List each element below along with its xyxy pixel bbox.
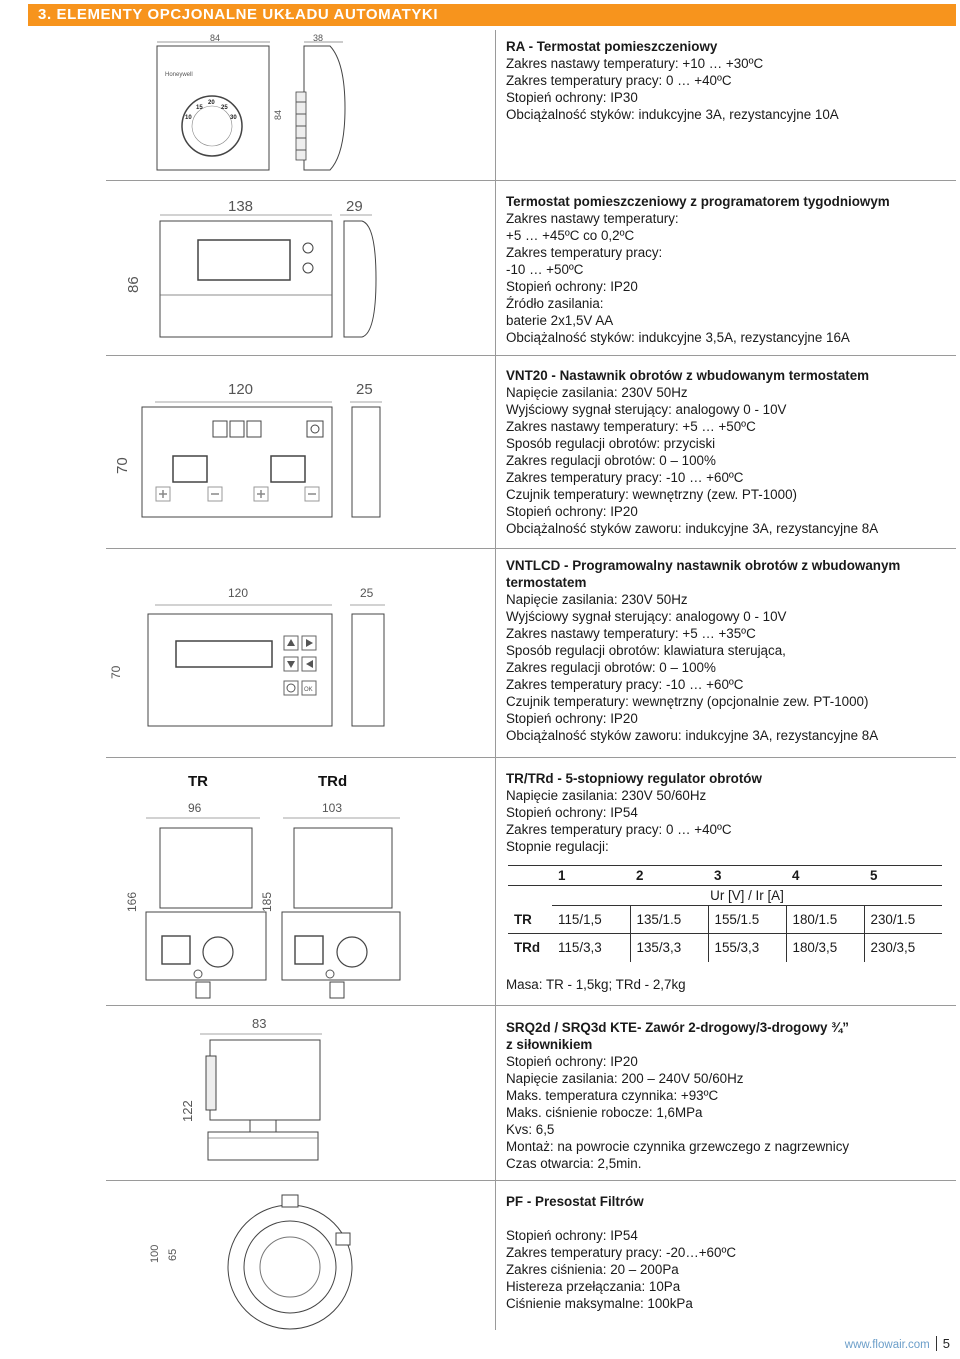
table-cell: 180/3,5 <box>786 934 864 962</box>
spec-ra <box>506 38 951 123</box>
spec-line: Zakres nastawy temperatury: <box>506 211 679 226</box>
spec-line: Stopień ochrony: IP20 <box>506 711 638 726</box>
pf-outer-dim: 100 <box>149 1244 161 1263</box>
spec-line: Czas otwarcia: 2,5min. <box>506 1156 642 1171</box>
spec-line: Zakres nastawy temperatury: +5 … +50ºC <box>506 419 756 434</box>
page-footer <box>845 1336 950 1351</box>
stage-table-header <box>508 866 942 886</box>
stage-header-cell: 1 <box>552 866 630 886</box>
ra-dial-label: 10 <box>185 115 192 121</box>
spec-line: Sposób regulacji obrotów: przyciski <box>506 436 716 451</box>
table-row-label: TRd <box>514 940 541 956</box>
spec-line: Stopień ochrony: IP20 <box>506 504 638 519</box>
spec-line: Napięcie zasilania: 200 – 240V 50/60Hz <box>506 1071 744 1086</box>
stage-table-unit: Ur [V] / Ir [A] <box>552 886 942 906</box>
spec-line: Zakres temperatury pracy: 0 … +40ºC <box>506 73 732 88</box>
spec-line: Stopień ochrony: IP54 <box>506 1228 638 1243</box>
spec-pf <box>506 1193 951 1312</box>
trd-height-dim: 185 <box>260 891 274 912</box>
srq-width-dim: 83 <box>252 1016 267 1031</box>
spec-srq-title: SRQ2d / SRQ3d KTE- Zawór 2-drogowy/3-drogowy ¾” <box>506 1020 849 1035</box>
spec-line: Zakres temperatury pracy: -10 … +60ºC <box>506 677 744 692</box>
row-divider <box>106 548 956 549</box>
spec-vnt20 <box>506 367 951 537</box>
stage-table-corner <box>508 886 552 906</box>
stage-table <box>508 865 942 962</box>
spec-srq <box>506 1019 951 1172</box>
table-cell: 135/1.5 <box>630 906 708 934</box>
figure-prog-thermostat <box>100 185 490 353</box>
table-row <box>508 906 942 934</box>
spec-spacer <box>506 1210 951 1227</box>
row-divider <box>106 355 956 356</box>
footer-url[interactable]: www.flowair.com <box>844 1339 930 1351</box>
spec-line: Maks. ciśnienie robocze: 1,6MPa <box>506 1105 703 1120</box>
spec-line: Stopień ochrony: IP54 <box>506 805 638 820</box>
ra-dial-label: 15 <box>196 105 203 111</box>
ra-height-dim: 84 <box>273 109 283 120</box>
spec-line: Napięcie zasilania: 230V 50/60Hz <box>506 788 707 803</box>
stage-table-corner <box>508 866 552 886</box>
page-number: 5 <box>936 1336 950 1351</box>
tr-width-dim: 96 <box>188 801 202 815</box>
row-divider <box>106 1180 956 1181</box>
vntlcd-depth-dim: 25 <box>360 586 374 600</box>
vntlcd-ok-label: OK <box>304 687 313 693</box>
ra-dial-label: 20 <box>208 100 215 106</box>
table-cell: 180/1.5 <box>786 906 864 934</box>
srq-height-dim: 122 <box>180 1100 195 1122</box>
spec-line: Obciążalność styków: indukcyjne 3A, rezystancyjne 10A <box>506 107 839 122</box>
stage-header-cell: 3 <box>708 866 786 886</box>
spec-line: Czujnik temperatury: wewnętrzny (zew. PT-1000) <box>506 487 797 502</box>
spec-line: Obciążalność styków: indukcyjne 3,5A, rezystancyjne 16A <box>506 330 850 345</box>
spec-line: Wyjściowy sygnał sterujący: analogowy 0 - 10V <box>506 609 787 624</box>
spec-vnt20-title: VNT20 - Nastawnik obrotów z wbudowanym termostatem <box>506 368 870 383</box>
spec-line: Zakres regulacji obrotów: 0 – 100% <box>506 453 716 468</box>
vnt20-width-dim: 120 <box>228 381 254 398</box>
spec-line: Montaż: na powrocie czynnika grzewczego z nagrzewnicy <box>506 1139 850 1154</box>
spec-prog-title: Termostat pomieszczeniowy z programatorem tygodniowym <box>506 194 890 209</box>
figure-vnt20 <box>100 360 490 546</box>
ra-width-dim: 84 <box>210 33 221 43</box>
table-cell: 115/1,5 <box>552 906 630 934</box>
stage-header-cell: 5 <box>864 866 942 886</box>
spec-line: Obciążalność styków zaworu: indukcyjne 3A, rezystancyjne 8A <box>506 728 879 743</box>
table-cell: 230/3,5 <box>870 940 916 956</box>
table-cell: 155/1.5 <box>708 906 786 934</box>
trd-width-dim: 103 <box>322 801 343 815</box>
spec-line: Czujnik temperatury: wewnętrzny (opcjonalnie zew. PT-1000) <box>506 694 869 709</box>
spec-ra-title: RA - Termostat pomieszczeniowy <box>506 39 718 54</box>
prog-width-dim: 138 <box>228 198 254 215</box>
table-cell: 155/3,3 <box>708 934 786 962</box>
vnt20-height-dim: 70 <box>114 457 131 474</box>
spec-vntlcd <box>506 557 951 744</box>
spec-line: Zakres nastawy temperatury: +10 … +30ºC <box>506 56 764 71</box>
spec-line: -10 … +50ºC <box>506 262 584 277</box>
row-divider <box>106 1005 956 1006</box>
table-cell: 135/3,3 <box>630 934 708 962</box>
spec-vntlcd-title-cont: termostatem <box>506 575 587 590</box>
figure-pf-pressostat <box>100 1185 490 1335</box>
spec-srq-title-cont: z siłownikiem <box>506 1037 593 1052</box>
spec-line: Napięcie zasilania: 230V 50Hz <box>506 592 688 607</box>
spec-line: Stopień ochrony: IP30 <box>506 90 638 105</box>
spec-line: Wyjściowy sygnał sterujący: analogowy 0 - 10V <box>506 402 787 417</box>
stage-header-cell: 2 <box>630 866 708 886</box>
figure-ra-thermostat <box>100 32 490 177</box>
section-header: 3. ELEMENTY OPCJONALNE UKŁADU AUTOMATYKI <box>28 4 956 26</box>
table-cell: 115/3,3 <box>552 934 630 962</box>
spec-line: Stopnie regulacji: <box>506 839 609 854</box>
ra-dial-label: 30 <box>230 115 237 121</box>
figure-vntlcd <box>100 553 490 755</box>
spec-line: Zakres temperatury pracy: 0 … +40ºC <box>506 822 732 837</box>
spec-line: Obciążalność styków zaworu: indukcyjne 3A, rezystancyjne 8A <box>506 521 879 536</box>
stage-header-cell: 4 <box>786 866 864 886</box>
figure-srq-valve <box>100 1010 490 1178</box>
table-row <box>508 934 942 962</box>
vntlcd-width-dim: 120 <box>228 586 249 600</box>
spec-line: Ciśnienie maksymalne: 100kPa <box>506 1296 693 1311</box>
spec-tr-title: TR/TRd - 5-stopniowy regulator obrotów <box>506 771 762 786</box>
vntlcd-height-dim: 70 <box>109 665 123 679</box>
row-divider <box>106 180 956 181</box>
prog-height-dim: 86 <box>125 276 142 293</box>
column-divider <box>495 30 496 1330</box>
table-cell: 230/1.5 <box>864 906 942 934</box>
spec-line: Sposób regulacji obrotów: klawiatura sterująca, <box>506 643 786 658</box>
prog-depth-dim: 29 <box>346 198 363 215</box>
spec-line: Napięcie zasilania: 230V 50Hz <box>506 385 688 400</box>
spec-line: Kvs: 6,5 <box>506 1122 555 1137</box>
tr-label: TR <box>188 773 208 790</box>
pf-inner-dim: 65 <box>167 1248 179 1261</box>
tr-height-dim: 166 <box>125 891 139 912</box>
figure-tr-trd <box>100 762 490 1004</box>
spec-line: +5 … +45ºC co 0,2ºC <box>506 228 635 243</box>
ra-brand: Honeywell <box>165 72 193 78</box>
spec-line: Maks. temperatura czynnika: +93ºC <box>506 1088 719 1103</box>
spec-line: Stopień ochrony: IP20 <box>506 1054 638 1069</box>
spec-line: baterie 2x1,5V AA <box>506 313 614 328</box>
spec-line: Zakres temperatury pracy: -20…+60ºC <box>506 1245 737 1260</box>
ra-dial-label: 25 <box>221 105 228 111</box>
spec-line: Histereza przełączania: 10Pa <box>506 1279 681 1294</box>
vnt20-depth-dim: 25 <box>356 381 373 398</box>
spec-tr <box>506 770 951 993</box>
spec-pf-title: PF - Presostat Filtrów <box>506 1194 644 1209</box>
spec-line: Zakres temperatury pracy: <box>506 245 663 260</box>
spec-line: Zakres nastawy temperatury: +5 … +35ºC <box>506 626 756 641</box>
spec-tr-mass: Masa: TR - 1,5kg; TRd - 2,7kg <box>506 976 686 992</box>
spec-vntlcd-title: VNTLCD - Programowalny nastawnik obrotów z wbudowanym <box>506 558 901 573</box>
trd-label: TRd <box>318 773 348 790</box>
stage-table-unit-row <box>508 886 942 906</box>
spec-line: Źródło zasilania: <box>506 296 604 311</box>
ra-depth-dim: 38 <box>313 33 324 43</box>
spec-line: Zakres ciśnienia: 20 – 200Pa <box>506 1262 679 1277</box>
row-divider <box>106 757 956 758</box>
table-row-label: TR <box>508 906 552 934</box>
spec-line: Stopień ochrony: IP20 <box>506 279 638 294</box>
spec-line: Zakres temperatury pracy: -10 … +60ºC <box>506 470 744 485</box>
spec-prog <box>506 193 951 346</box>
spec-line: Zakres regulacji obrotów: 0 – 100% <box>506 660 716 675</box>
